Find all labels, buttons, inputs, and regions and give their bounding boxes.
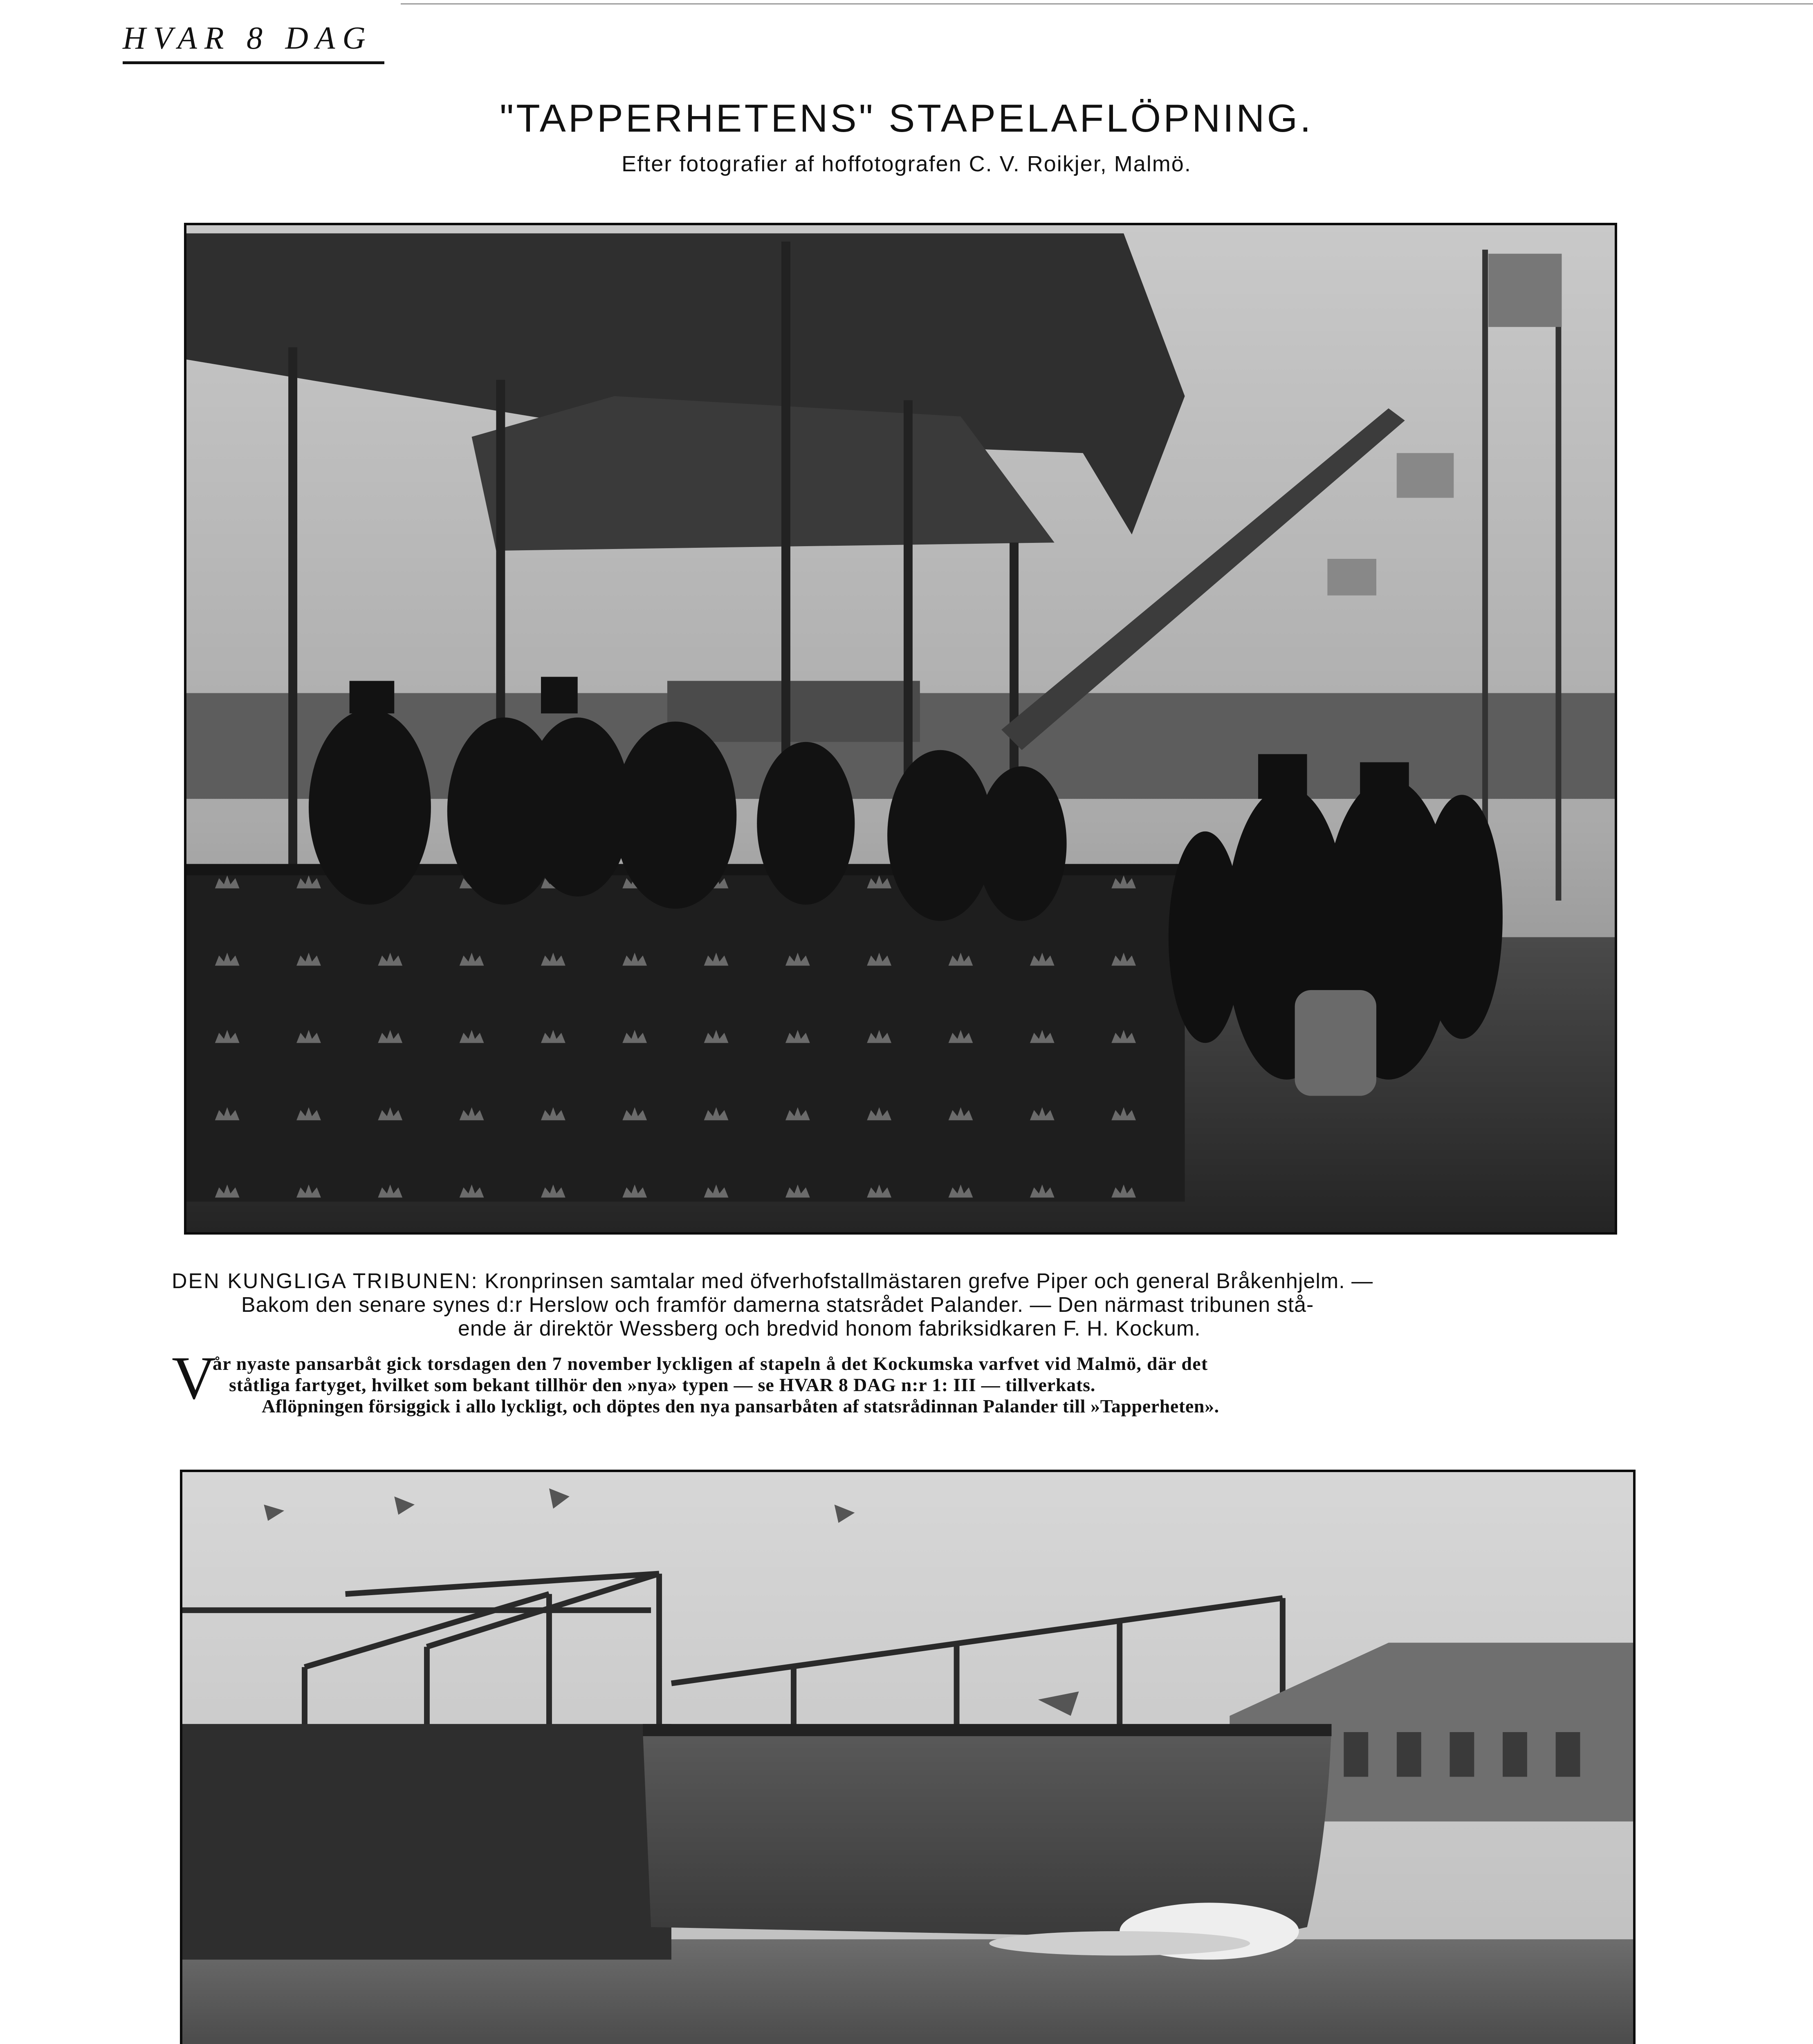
- top-rule: [401, 3, 1813, 4]
- photo-royal-tribune-image: [186, 225, 1615, 1232]
- tribune-caption-line-3: ende är direktör Wessberg och bredvid honom fabriksidkaren F. H. Kockum.: [458, 1317, 1201, 1340]
- tribune-caption: [172, 1269, 1652, 1340]
- photo-ship-launch-image: [182, 1472, 1633, 2044]
- article-title: "TAPPERHETENS" STAPELAFLÖPNING.: [500, 96, 1313, 140]
- article-line-3: Aflöpningen försiggick i allo lyckligt, och döptes den nya pansarbåten af statsrådinnan Palander till »Tapperheten».: [262, 1396, 1219, 1416]
- photo-royal-tribune: [184, 223, 1617, 1235]
- article-line-1: år nyaste pansarbåt gick torsdagen den 7 november lyckligen af stapeln å det Kockumska varfvet vid Malmö, där det: [213, 1353, 1208, 1374]
- article-line-2: ståtliga fartyget, hvilket som bekant tillhör den »nya» typen — se HVAR 8 DAG n:r 1: III — tillverkats.: [229, 1374, 1096, 1395]
- running-header-text: HVAR 8 DAG: [123, 20, 373, 56]
- article-body: [172, 1344, 1660, 1417]
- running-header: [123, 16, 384, 64]
- tribune-caption-text-1: Kronprinsen samtalar med öfverhofstallmästaren grefve Piper och general Bråkenhjelm. —: [485, 1269, 1373, 1293]
- article-subtitle: Efter fotografier af hoffotografen C. V. Roikjer, Malmö.: [622, 152, 1191, 176]
- tribune-caption-label: DEN KUNGLIGA TRIBUNEN:: [172, 1269, 478, 1293]
- article-dropcap: V: [172, 1344, 216, 1412]
- photo-ship-launch: [180, 1470, 1636, 2044]
- tribune-caption-line-2: Bakom den senare synes d:r Herslow och framför damerna statsrådet Palander. — Den närmast tribunen stå-: [241, 1293, 1314, 1317]
- tribune-caption-line-1: [172, 1269, 1652, 1293]
